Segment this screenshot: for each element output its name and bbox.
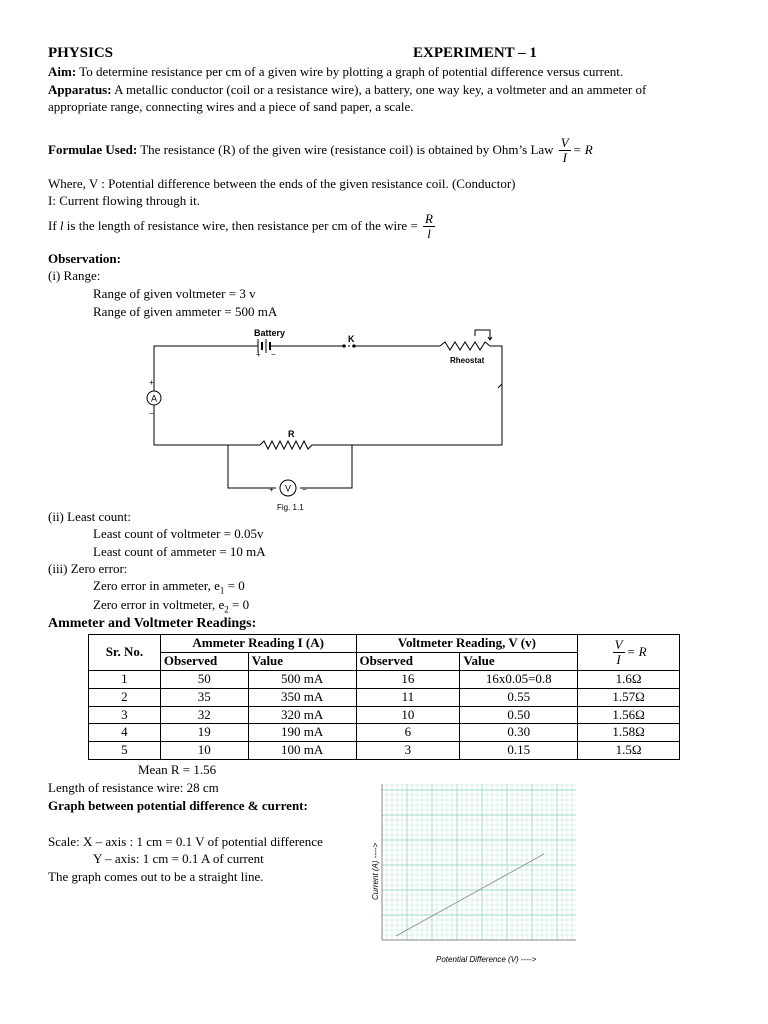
circuit-diagram bbox=[140, 324, 520, 516]
zero-error-voltmeter: Zero error in voltmeter, $e_2 = 0$ bbox=[93, 597, 250, 615]
subject-title: PHYSICS bbox=[48, 45, 114, 61]
cell-v-val: 0.50 bbox=[460, 706, 578, 724]
cell-v-val: 0.15 bbox=[460, 742, 578, 760]
cell-sr: 5 bbox=[89, 742, 161, 760]
header-voltmeter-observed: Observed bbox=[356, 652, 460, 670]
header-voltmeter-value: Value bbox=[460, 652, 578, 670]
cell-sr: 3 bbox=[89, 706, 161, 724]
aim-line bbox=[48, 64, 623, 81]
cell-sr: 2 bbox=[89, 688, 161, 706]
rheostat-label: Rheostat bbox=[450, 356, 485, 365]
cell-a-obs: 35 bbox=[160, 688, 248, 706]
wire-length: Length of resistance wire: 28 cm bbox=[48, 780, 219, 795]
per-cm-denominator: l bbox=[427, 226, 431, 242]
range-heading: (i) Range: bbox=[48, 268, 101, 283]
battery-minus-label: − bbox=[271, 350, 276, 359]
header-sr-no: Sr. No. bbox=[89, 635, 161, 671]
aim-label: Aim: bbox=[48, 64, 77, 79]
ammeter-plus-label: + bbox=[149, 378, 154, 387]
cell-v-val: 16x0.05=0.8 bbox=[460, 670, 578, 688]
table-row bbox=[89, 742, 680, 760]
aim-text: To determine resistance per cm of a given wire by plotting a graph of potential difference versus current. bbox=[79, 64, 624, 79]
apparatus-label: Apparatus: bbox=[48, 82, 112, 97]
cell-r: 1.56Ω bbox=[578, 706, 680, 724]
least-count-ammeter: Least count of ammeter = 10 mA bbox=[93, 544, 266, 559]
graph-heading: Graph between potential difference & current: bbox=[48, 798, 308, 813]
mean-resistance: Mean R = 1.56 bbox=[138, 762, 217, 777]
graph-image bbox=[366, 772, 582, 968]
cell-a-val: 100 mA bbox=[248, 742, 356, 760]
battery-plus-label: + bbox=[256, 350, 261, 359]
observation-heading: Observation: bbox=[48, 251, 121, 266]
header-ammeter: Ammeter Reading I (A) bbox=[160, 635, 356, 653]
table-row bbox=[89, 688, 680, 706]
header-ratio: $\frac{V}{I}$ = R bbox=[578, 635, 680, 671]
voltmeter-plus-label: + bbox=[269, 485, 274, 494]
cell-a-val: 190 mA bbox=[248, 724, 356, 742]
cell-v-obs: 6 bbox=[356, 724, 460, 742]
cell-r: 1.6Ω bbox=[578, 670, 680, 688]
voltmeter-minus-label: − bbox=[302, 485, 307, 494]
header-voltmeter: Voltmeter Reading, V (v) bbox=[356, 635, 578, 653]
least-count-voltmeter: Least count of voltmeter = 0.05v bbox=[93, 526, 264, 541]
cell-v-obs: 3 bbox=[356, 742, 460, 760]
voltmeter-label: V bbox=[284, 483, 292, 494]
cell-sr: 1 bbox=[89, 670, 161, 688]
table-row bbox=[89, 670, 680, 688]
key-label: K bbox=[348, 334, 355, 344]
formula-denominator: I bbox=[562, 150, 567, 166]
cell-a-val: 500 mA bbox=[248, 670, 356, 688]
graph-x-label: Potential Difference (V) ----> bbox=[436, 955, 537, 964]
experiment-title: EXPERIMENT – 1 bbox=[413, 45, 537, 61]
apparatus-text-1: A metallic conductor (coil or a resistance wire), a battery, one way key, a voltmeter and an ammeter of bbox=[114, 82, 647, 97]
formula-label: Formulae Used: bbox=[48, 141, 138, 157]
header-ammeter-observed: Observed bbox=[160, 652, 248, 670]
cell-v-val: 0.55 bbox=[460, 688, 578, 706]
figure-caption: Fig. 1.1 bbox=[277, 503, 304, 512]
cell-v-obs: 10 bbox=[356, 706, 460, 724]
cell-v-val: 0.30 bbox=[460, 724, 578, 742]
cell-a-val: 350 mA bbox=[248, 688, 356, 706]
readings-table bbox=[88, 634, 680, 760]
zero-error-heading: (iii) Zero error: bbox=[48, 561, 128, 576]
least-count-heading: (ii) Least count: bbox=[48, 509, 132, 524]
table-row bbox=[89, 706, 680, 724]
header-ammeter-value: Value bbox=[248, 652, 356, 670]
ratio-fraction: $\frac{V}{I}$ bbox=[614, 636, 623, 667]
ammeter-range: Range of given ammeter = 500 mA bbox=[93, 304, 278, 319]
per-cm-prefix: If bbox=[48, 217, 60, 233]
battery-label: Battery bbox=[254, 328, 286, 338]
cell-v-obs: 11 bbox=[356, 688, 460, 706]
per-cm-fraction bbox=[423, 212, 435, 242]
key-contact-icon bbox=[342, 344, 345, 347]
readings-heading: Ammeter and Voltmeter Readings: bbox=[48, 616, 257, 631]
formula-rhs: = R bbox=[572, 141, 593, 157]
formula-numerator: V bbox=[560, 135, 569, 150]
cell-r: 1.58Ω bbox=[578, 724, 680, 742]
cell-a-obs: 50 bbox=[160, 670, 248, 688]
formula-line bbox=[48, 136, 593, 166]
ammeter-minus-label: − bbox=[149, 409, 154, 418]
cell-r: 1.57Ω bbox=[578, 688, 680, 706]
ohms-law-fraction bbox=[559, 136, 571, 166]
conclusion: The graph comes out to be a straight line. bbox=[48, 869, 264, 884]
table-row bbox=[89, 724, 680, 742]
where-line1: Where, V : Potential difference between the ends of the given resistance coil. (Conductor) bbox=[48, 176, 516, 191]
resistor-label: R bbox=[288, 429, 295, 439]
cell-a-obs: 19 bbox=[160, 724, 248, 742]
cell-a-obs: 32 bbox=[160, 706, 248, 724]
scale-x: Scale: X – axis : 1 cm = 0.1 V of potential difference bbox=[48, 834, 323, 849]
where-line2: I: Current flowing through it. bbox=[48, 193, 201, 208]
apparatus-text-2: appropriate range, connecting wires and a piece of sand paper, a scale. bbox=[48, 99, 414, 114]
per-cm-text: is the length of resistance wire, then resistance per cm of the wire = bbox=[63, 217, 422, 233]
cell-r: 1.5Ω bbox=[578, 742, 680, 760]
cell-a-obs: 10 bbox=[160, 742, 248, 760]
per-cm-var: l bbox=[59, 217, 64, 233]
per-cm-line bbox=[48, 212, 437, 242]
voltmeter-range: Range of given voltmeter = 3 v bbox=[93, 286, 256, 301]
zero-error-ammeter: Zero error in ammeter, $e_1 = 0$ bbox=[93, 578, 245, 596]
cell-a-val: 320 mA bbox=[248, 706, 356, 724]
apparatus-line1 bbox=[48, 82, 646, 99]
formula-text: The resistance (R) of the given wire (resistance coil) is obtained by Ohm’s Law bbox=[140, 141, 554, 157]
readings-body bbox=[89, 670, 680, 759]
ammeter-label: A bbox=[150, 393, 158, 404]
per-cm-numerator: R bbox=[425, 211, 433, 226]
cell-sr: 4 bbox=[89, 724, 161, 742]
scale-y: Y – axis: 1 cm = 0.1 A of current bbox=[93, 851, 264, 866]
cell-v-obs: 16 bbox=[356, 670, 460, 688]
graph-y-label: Current (A) ----> bbox=[371, 842, 380, 900]
